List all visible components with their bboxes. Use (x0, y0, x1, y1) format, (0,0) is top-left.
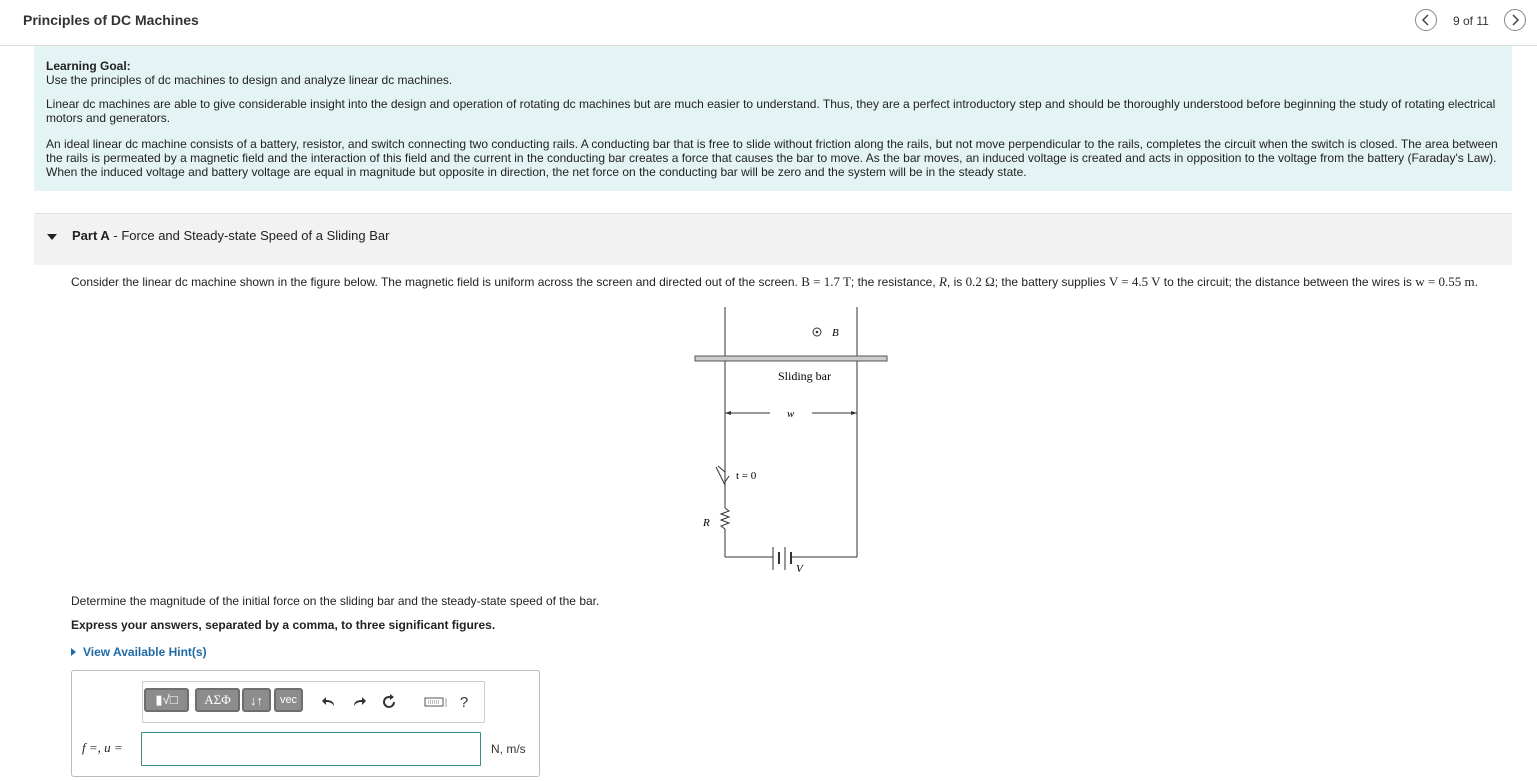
greek-symbols-button[interactable]: ΑΣΦ (195, 688, 240, 712)
answer-box (71, 670, 540, 777)
learning-goal-line1: Use the principles of dc machines to design and analyze linear dc machines. (46, 73, 453, 87)
circuit-diagram (690, 302, 890, 577)
question-segment: ; the resistance, (850, 275, 939, 289)
view-hints-label: View Available Hint(s) (83, 645, 207, 659)
battery-label: V (796, 563, 803, 575)
express-text: Express your answers, separated by a comma, to three significant figures. (71, 618, 496, 632)
math-resistance: 0.2 Ω (965, 274, 995, 289)
page-count: 9 of 11 (1453, 14, 1489, 28)
sliding-bar (695, 356, 887, 361)
expand-triangle-icon (71, 648, 76, 656)
switch-label: t = 0 (736, 470, 757, 482)
sliding-bar-label: Sliding bar (778, 369, 831, 383)
math-v: V = 4.5 V (1108, 274, 1161, 289)
templates-button[interactable]: ▮√□ (144, 688, 189, 712)
resistor-label: R (703, 517, 710, 529)
page-title: Principles of DC Machines (23, 12, 199, 28)
question-segment: to the circuit; the distance between the wires is (1160, 275, 1416, 289)
undo-icon[interactable] (319, 692, 339, 712)
vector-button[interactable]: vec (274, 688, 303, 712)
resistor (721, 508, 729, 529)
learning-goal-panel (34, 46, 1512, 191)
learning-goal-paragraph-3: An ideal linear dc machine consists of a battery, resistor, and switch connecting two conducting rails. A conducting bar that is free to slide without friction along the rails, but not move perpendicular to the rails, completes the circuit when the switch is closed. The area between the rails is permeated by a magnetic field and the interaction of this field and the current in the conducting bar creates a force that causes the bar to move. As the bar moves, an induced voltage is created and acts in opposition to the voltage from the battery (Faraday's Law). When the induced voltage and battery voltage are equal in magnitude but opposite in direction, the net force on the conducting bar will be zero and the system will be in the steady state. (46, 137, 1498, 179)
answer-units: N, m/s (491, 742, 526, 756)
chevron-right-icon (1510, 14, 1520, 26)
chevron-left-icon (1421, 14, 1431, 26)
answer-label: f =, u = (82, 740, 123, 755)
width-label: w (787, 408, 795, 420)
redo-icon[interactable] (349, 692, 369, 712)
math-b: B = 1.7 T (801, 274, 851, 289)
part-subtitle: - Force and Steady-state Speed of a Sliding Bar (109, 228, 390, 243)
top-bar (0, 0, 1537, 46)
part-label: Part A (72, 228, 110, 243)
question-segment: Consider the linear dc machine shown in the figure below. The magnetic field is uniform across the screen and directed out of the screen. (71, 275, 802, 289)
view-hints-link[interactable] (71, 645, 207, 659)
math-r: R (938, 274, 947, 289)
math-toolbar (142, 681, 485, 723)
reset-icon[interactable] (379, 692, 399, 712)
determine-text: Determine the magnitude of the initial force on the sliding bar and the steady-state speed of the bar. (71, 594, 600, 608)
math-w: w = 0.55 m (1415, 274, 1475, 289)
question-text (71, 274, 1511, 290)
next-button[interactable] (1504, 9, 1526, 31)
keyboard-icon[interactable] (423, 692, 449, 712)
subscript-superscript-button[interactable]: ↓↑ (242, 688, 271, 712)
help-button[interactable]: ? (459, 693, 469, 711)
collapse-caret-icon[interactable] (47, 234, 57, 240)
question-segment: ; the battery supplies (994, 275, 1109, 289)
part-a-header[interactable] (34, 213, 1512, 265)
question-segment: . (1474, 275, 1478, 289)
part-title (72, 228, 389, 243)
learning-goal-paragraph-2: Linear dc machines are able to give considerable insight into the design and operation of rotating dc machines but are much easier to understand. Thus, they are a perfect introductory step and should be thoroughly understood before beginning the study of rotating electrical motors and generators. (46, 97, 1496, 125)
field-label: B (832, 327, 839, 339)
prev-button[interactable] (1415, 9, 1437, 31)
learning-goal-title: Learning Goal: (46, 59, 131, 73)
circuit-figure (690, 302, 890, 582)
question-segment: , is (946, 275, 966, 289)
answer-input[interactable] (141, 732, 481, 766)
